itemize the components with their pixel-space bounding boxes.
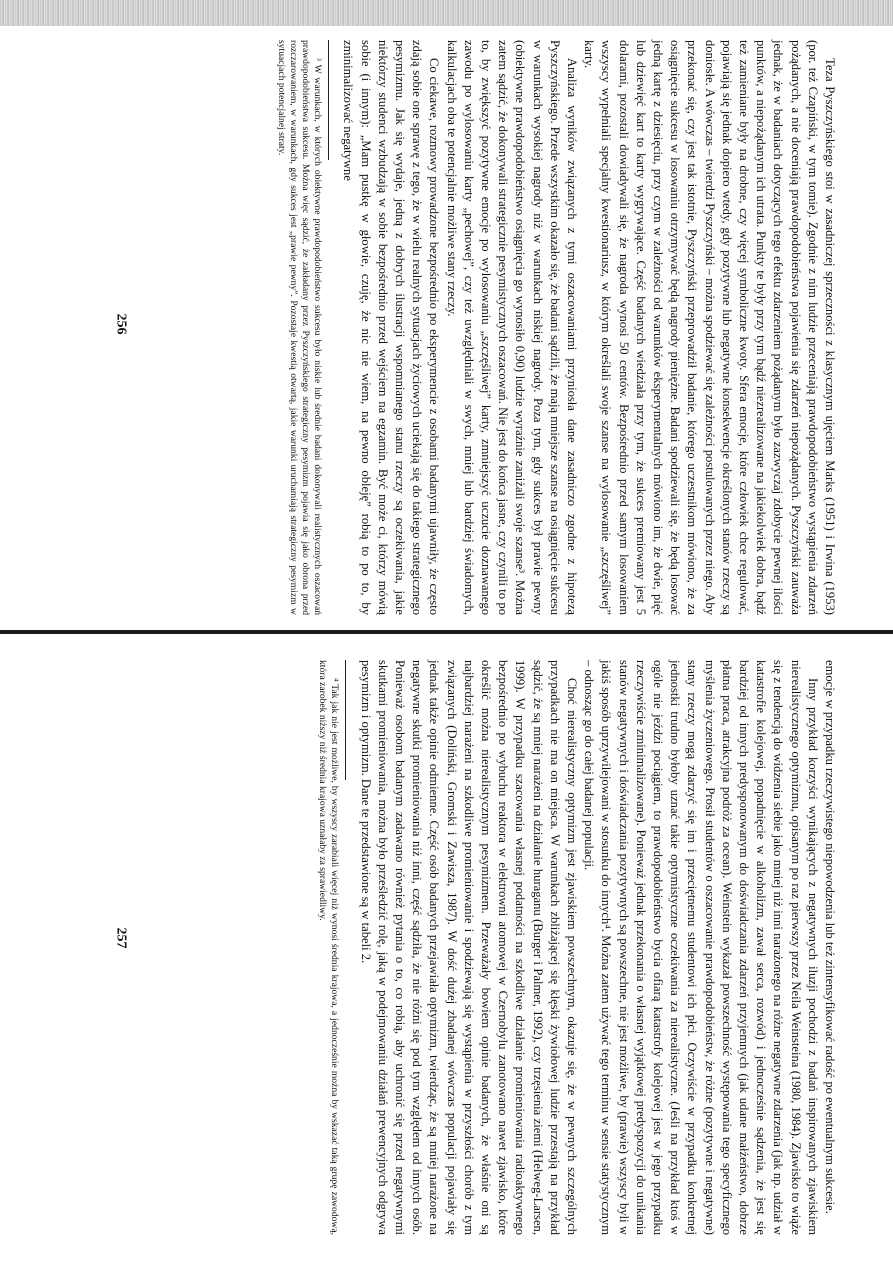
footnote-rule [345, 660, 346, 780]
page-number: 256 [113, 313, 129, 335]
paragraph: Co ciekawe, rozmowy prowadzone bezpośrednio po eksperymencie z osobami badanymi ujawniły, że często zdają sobie one sprawę z tego, że w wielu realnych sytuacjach życiowych uciekają się do takiego strategicznego pesymizmu. Jak się wydaje, jedną z dobrych ilustracji wspomnianego stanu rzeczy są oczekiwania, jakie niektórzy studenci wzbudzają w sobie bezpośrednio przed wejściem na egzamin. Być może ci, którzy mówią sobie (i innym): „Mam pustkę w głowie, czuję, że nic nie wiem, na pewno obleję” robią to po to, by zminimalizować negatywne [341, 40, 442, 615]
paragraph: emocje w przypadku rzeczywistego niepowodzenia lub też zintensyfikować radość po ewentualnym sukcesie. [823, 660, 837, 1214]
right-page [140, 660, 838, 1235]
paragraph: Analiza wyników związanych z tymi oszacowaniami przyniosła dane zasadniczo zgodne z hipotezą Pyszczyńskiego. Przede wszystkim okazało się, że badani sądzili, że mają mniejsze szanse na osiągnięcie sukcesu w warunkach wysokiej nagrody niż w warunkach niskiej nagrody. Poza tym, gdy sukces był prawie pewny (obiektywne prawdopodobieństwo osiągnięcia go wynosiło 0,90) ludzie wyraźnie zaniżali swoje szanse³. Można zatem sądzić, że dokonywali strategicznie pesymistycznych oszacowań. Nie jest do końca jasne, czy czynili to po to, by zwiększyć pozytywne emocje po wylosowaniu „szczęśliwej” karty, zmniejszyć uczucie doznawanego zawodu po wylosowaniu karty „pechowej”, czy też uwzględniali w swych, mniej lub bardziej świadomych, kalkulacjach oba te potencjalnie możliwe stany rzeczy. [444, 40, 579, 615]
paragraph: Inny przykład korzyści wynikających z negatywnych iluzji pochodzi z badań inspirowanych zjawiskiem nierealistycznego optymizmu, opisanym po raz pierwszy przez Neila Weinsteina (1980, 1984). Zjawisko to wiąże się z tendencją do widzenia siebie jako mniej niż inni narażonego na różne negatywne zdarzenia (jak np. udział w katastrofie kolejowej, popadnięcie w alkoholizm, zawał serca, rozwód) i jednocześnie sądzenia, że jest się bardziej od innych predysponowanym do doświadczania zdarzeń przyjemnych (jak udane małżeństwo, dobrze płatna praca, atrakcyjna podróż za ocean). Weinstein wykazał powszechność występowania tego specyficznego myślenia życzeniowego. Prosił studentów o oszacowanie prawdopodobieństw, że różne (pozytywne i negatywne) stany rzeczy mogą zdarzyć się im i przeciętnemu studentowi ich płci. Oczywiście w przypadku konkretnej jednostki trudno byłoby uznać takie optymistyczne oczekiwania za nierealistyczne. (Jeśli na przykład ktoś w ogóle nie jeździ pociągiem, to prawdopodobieństwo bycia ofiarą katastrofy kolejowej jest w jego przypadku rzeczywiście zminimalizowane). Ponieważ jednak przekonania o własnej wyjątkowej predyspozycji do unikania stanów negatywnych i doświadczania pozytywnych są powszechne, nie jest możliwe, by (prawie) wszyscy byli w jakiś sposób uprzywilejowani w stosunku do innych⁴. Można zatem używać tego terminu w sensie statystycznym – odnosząc go do całej badanej populacji. [582, 660, 820, 1235]
page-gutter [0, 630, 893, 634]
scan-edge [0, 0, 893, 26]
footnote: ⁴ Tak jak nie jest możliwe, by wszyscy zarabiali więcej niż wynosi średnia krajowa, a jednocześnie można by wskazać taką grupę zawodową, która zarobek niższy niż średnia krajowa uznałaby za sprawiedliwy. [317, 660, 341, 1235]
left-page [140, 40, 838, 615]
page-number: 257 [113, 927, 129, 949]
paragraph: Choć nierealistyczny optymizm jest zjawiskiem powszechnym, okazuje się, że w pewnych szczególnych przypadkach nie ma on miejsca. W warunkach zbliżającej się klęski żywiołowej ludzie przestają na przykład sądzić, że są mniej narażeni na działanie huraganu (Burger i Palmer, 1992), czy trzęsienia ziemi (Helweg-Larsen, 1999). W przypadku szacowania własnej podatności na szkodliwe działanie promieniowania radioaktywnego bezpośrednio po wybuchu reaktora w elektrowni atomowej w Czernobylu zanotowano nawet zjawisko, które określić można nierealistycznym pesymizmem. Przeważały bowiem opinie badanych, że właśnie oni są najbardziej narażeni na szkodliwe promieniowanie i spodziewają się wystąpienia w przyszłości chorób z tym związanych (Doliński, Gromski i Zawisza, 1987). W dość dużej zbadanej wówczas populacji pojawiały się jednak także opinie odmienne. Część osób badanych przejawiała optymizm, twierdząc, że są mniej narażone na negatywne skutki promieniowania niż inni, część sądziła, że nie różni się pod tym względem od innych osób. Ponieważ osobom badanym zadawano również pytania o to, co robią, aby uchronić się przed negatywnymi skutkami promieniowania, można było prześledzić rolę, jaką w podejmowaniu działań prewencyjnych odgrywa pesymizm i optymizm. Dane te przedstawione są w tabeli 2. [358, 660, 579, 1235]
footnote: ³ W warunkach, w których obiektywne prawdopodobieństwo sukcesu było niskie lub średnie badani dokonywali realistycznych oszacowań prawdopodobieństwa sukcesu. Można więc sądzić, że zakładany przez Pyszczyńskiego strategiczny pesymizm pojawia się jako obrona przed rozczarowaniem, w warunkach, gdy sukces jest „prawie pewny”. Pozostaje kwestią otwartą, jakie warunki uruchamiają strategiczny pesymizm w sytuacjach potencjalnej straty. [276, 40, 324, 615]
footnote-rule [328, 40, 329, 160]
paragraph: Teza Pyszczyńskiego stoi w zasadniczej sprzeczności z klasycznym ujęciem Marks (1951) i Irwina (1953) (por. też Czapiński, w tym tomie). Zgodnie z nim ludzie przeceniają prawdopodobieństwo wystąpienia zdarzeń pożądanych, a nie doceniają prawdopodobieństwa pojawienia się zdarzeń niepożądanych. Pyszczyński zauważa jednak, że w badaniach dotyczących tego efektu zdarzeniem pożądanym było zazwyczaj zdobycie pewnej ilości punktów, a niepożądanym ich utrata. Punkty te były przy tym bądź niezrealizowane na jakiekolwiek dobra, bądź też zamieniane były na drobne, czy więcej symboliczne kwoty. Sfera emocje, które człowiek chce regulować, pojawiają się jednak dopiero wtedy, gdy pozytywne lub negatywne konsekwencje określonych stanów rzeczy są doniosłe. A wówczas – twierdzi Pyszczyński – można spodziewać się zależności postulowanych przez niego. Aby przekonać się, czy jest tak istotnie, Pyszczyński przeprowadził badanie, którego uczestnikom mówiono, że za osiągnięcie sukcesu w losowaniu otrzymywać będą nagrody pieniężne. Badani spodziewali się, że będą losować jedną kartę z dziesięciu, przy czym w zależności od warunków eksperymentalnych mówiono im, że dwie, pięć lub dziewięć kart to karty wygrywające. Część badanych wiedziała przy tym, że sukces premiowany jest 5 dolarami, pozostali dowiadywali się, że nagroda wynosi 50 centów. Bezpośrednio przed samym losowaniem wszyscy wypełniali specjalny kwestionariusz, w którym określali swoje szanse na wylosowanie „szczęśliwej” karty. [582, 40, 837, 615]
